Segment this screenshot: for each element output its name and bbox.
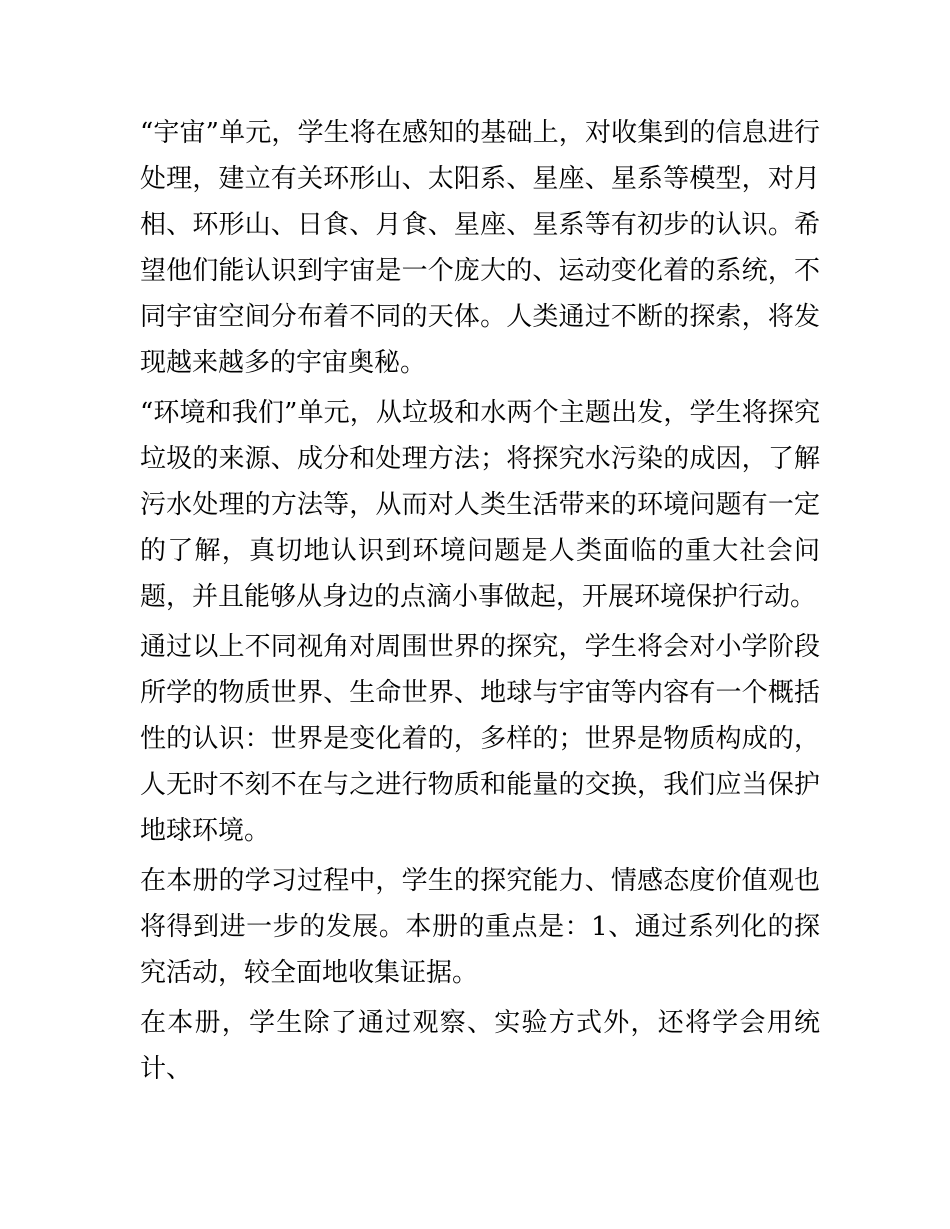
paragraph-methods: 在本册，学生除了通过观察、实验方式外，还将学会用统计、 <box>140 1008 820 1084</box>
paragraph-key-points: 在本册的学习过程中，学生的探究能力、情感态度价值观也将得到进一步的发展。本册的重点是：1、通过系列化的探究活动，较全面地收集证据。 <box>140 866 820 988</box>
paragraph-universe-unit: “宇宙”单元，学生将在感知的基础上，对收集到的信息进行处理，建立有关环形山、太阳系、星座、星系等模型，对月相、环形山、日食、月食、星座、星系等有初步的认识。希望他们能认识到宇宙是一个庞大的、运动变化着的系统，不同宇宙空间分布着不同的天体。人类通过不断的探索，将发现越来越多的宇宙奥秘。 <box>140 118 820 378</box>
paragraph-environment-unit: “环境和我们”单元，从垃圾和水两个主题出发，学生将探究垃圾的来源、成分和处理方法；将探究水污染的成因，了解污水处理的方法等，从而对人类生活带来的环境问题有一定的了解，真切地认识到环境问题是人类面临的重大社会问题，并且能够从身边的点滴小事做起，开展环境保护行动。 <box>140 398 820 612</box>
paragraph-summary: 通过以上不同视角对周围世界的探究，学生将会对小学阶段所学的物质世界、生命世界、地球与宇宙等内容有一个概括性的认识：世界是变化着的，多样的；世界是物质构成的，人无时不刻不在与之进行物质和能量的交换，我们应当保护地球环境。 <box>140 632 820 846</box>
